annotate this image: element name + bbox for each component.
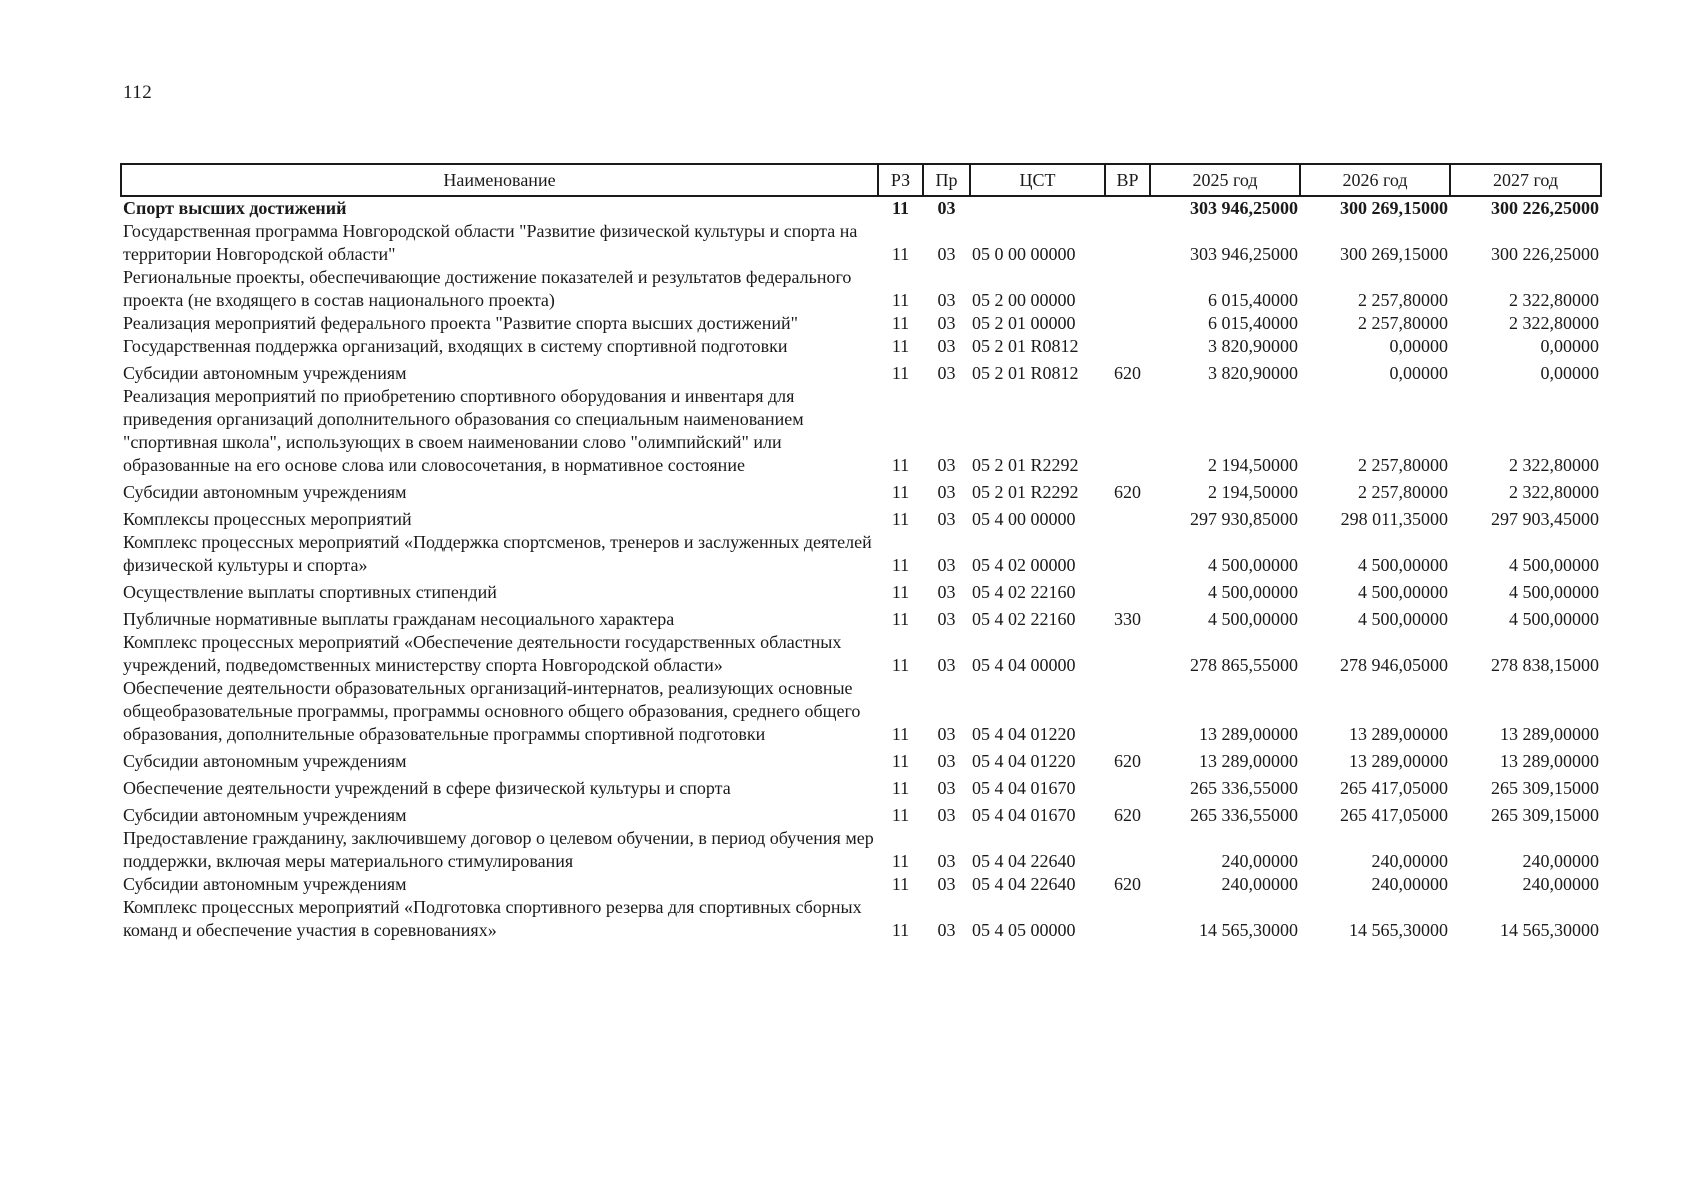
header-name: Наименование	[121, 164, 878, 196]
row-name: Субсидии автономным учреждениям	[123, 805, 407, 825]
table-row	[121, 220, 1601, 266]
row-vr: 620	[1114, 751, 1141, 771]
header-2026: 2026 год	[1300, 164, 1450, 196]
row-2025: 4 500,00000	[1208, 609, 1298, 629]
row-name: Субсидии автономным учреждениям	[123, 874, 407, 894]
row-2025: 265 336,55000	[1190, 805, 1298, 825]
row-pr: 03	[937, 455, 956, 475]
row-2026: 240,00000	[1371, 851, 1448, 871]
table-row	[121, 873, 1601, 896]
row-rz: 11	[891, 455, 910, 475]
header-cst: ЦСТ	[970, 164, 1105, 196]
row-name: Реализация мероприятий федерального проекта "Развитие спорта высших достижений"	[123, 313, 798, 333]
row-cst: 05 4 05 00000	[972, 920, 1076, 940]
budget-table	[120, 163, 1602, 942]
row-vr	[1105, 220, 1150, 266]
row-name: Комплекс процессных мероприятий «Поддержка спортсменов, тренеров и заслуженных деятелей физической культуры и спорта»	[123, 532, 872, 575]
row-vr	[1105, 335, 1150, 358]
row-2026: 265 417,05000	[1340, 778, 1448, 798]
row-2026: 240,00000	[1371, 874, 1448, 894]
table-row	[121, 312, 1601, 335]
row-cst: 05 4 04 22640	[972, 874, 1076, 894]
table-row	[121, 604, 1601, 631]
row-2026: 4 500,00000	[1358, 582, 1448, 602]
row-2027: 4 500,00000	[1509, 555, 1599, 575]
row-pr: 03	[937, 290, 956, 310]
row-2025: 240,00000	[1221, 874, 1298, 894]
row-vr	[1105, 677, 1150, 746]
row-pr: 03	[937, 655, 956, 675]
row-vr: 620	[1114, 363, 1141, 383]
row-2025: 4 500,00000	[1208, 555, 1298, 575]
row-2026: 4 500,00000	[1358, 609, 1448, 629]
row-2025: 297 930,85000	[1190, 509, 1298, 529]
row-2026: 278 946,05000	[1340, 655, 1448, 675]
row-vr	[1105, 773, 1150, 800]
table-row	[121, 504, 1601, 531]
row-2026: 300 269,15000	[1340, 198, 1448, 218]
row-cst: 05 2 00 00000	[972, 290, 1076, 310]
row-name: Региональные проекты, обеспечивающие достижение показателей и результатов федерального проекта (не входящего в состав национального проекта)	[123, 267, 852, 310]
row-cst: 05 2 01 00000	[972, 313, 1076, 333]
row-cst: 05 4 00 00000	[972, 509, 1076, 529]
row-2026: 14 565,30000	[1349, 920, 1448, 940]
row-2025: 4 500,00000	[1208, 582, 1298, 602]
row-2027: 2 322,80000	[1509, 290, 1599, 310]
row-vr	[1105, 631, 1150, 677]
row-2025: 3 820,90000	[1208, 363, 1298, 383]
row-2025: 2 194,50000	[1208, 482, 1298, 502]
row-pr: 03	[937, 363, 956, 383]
row-rz: 11	[891, 555, 910, 575]
row-2027: 240,00000	[1522, 851, 1599, 871]
table-row	[121, 266, 1601, 312]
row-name: Субсидии автономным учреждениям	[123, 363, 407, 383]
row-name: Обеспечение деятельности образовательных организаций-интернатов, реализующих основные общеобразовательные программы, программы основного общего образования, среднего общего образования, дополнительные образовательные программы спортивной подготовки	[123, 678, 861, 744]
table-row	[121, 773, 1601, 800]
row-rz: 11	[891, 482, 910, 502]
row-2025: 14 565,30000	[1199, 920, 1298, 940]
row-2027: 2 322,80000	[1509, 455, 1599, 475]
header-vr: ВР	[1105, 164, 1150, 196]
header-2025: 2025 год	[1150, 164, 1300, 196]
row-cst: 05 4 02 00000	[972, 555, 1076, 575]
row-rz: 11	[891, 851, 910, 871]
header-rz: РЗ	[878, 164, 923, 196]
header-2027: 2027 год	[1450, 164, 1601, 196]
row-rz: 11	[891, 363, 910, 383]
row-2027: 13 289,00000	[1500, 751, 1599, 771]
row-2026: 2 257,80000	[1358, 455, 1448, 475]
row-2027: 0,00000	[1540, 336, 1599, 356]
row-cst: 05 4 04 01220	[972, 751, 1076, 771]
row-rz: 11	[891, 198, 909, 218]
row-rz: 11	[891, 609, 910, 629]
table-row	[121, 800, 1601, 827]
row-pr: 03	[937, 609, 956, 629]
row-pr: 03	[937, 555, 956, 575]
row-rz: 11	[891, 655, 910, 675]
row-rz: 11	[891, 778, 910, 798]
row-name: Реализация мероприятий по приобретению спортивного оборудования и инвентаря для приведения организаций дополнительного образования со специальным наименованием "спортивная школа", использующих в своем наименовании слово "олимпийский" или образованные на его основе слова или словосочетания, в нормативное состояние	[123, 386, 804, 475]
row-rz: 11	[891, 582, 910, 602]
row-2027: 13 289,00000	[1500, 724, 1599, 744]
table-row	[121, 896, 1601, 942]
row-2026: 0,00000	[1389, 363, 1448, 383]
row-pr: 03	[937, 336, 956, 356]
row-name: Комплексы процессных мероприятий	[123, 509, 412, 529]
row-vr: 330	[1114, 609, 1141, 629]
row-pr: 03	[937, 313, 956, 333]
row-rz: 11	[891, 920, 910, 940]
row-rz: 11	[891, 724, 910, 744]
table-row	[121, 677, 1601, 746]
table-header-row	[121, 164, 1601, 196]
row-2027: 2 322,80000	[1509, 313, 1599, 333]
row-2027: 265 309,15000	[1491, 805, 1599, 825]
row-2026: 300 269,15000	[1340, 244, 1448, 264]
row-name: Комплекс процессных мероприятий «Обеспечение деятельности государственных областных учреждений, подведомственных министерству спорта Новгородской области»	[123, 632, 842, 675]
row-2026: 298 011,35000	[1340, 509, 1448, 529]
table-row	[121, 358, 1601, 385]
row-cst: 05 4 02 22160	[972, 582, 1076, 602]
row-vr	[1105, 577, 1150, 604]
row-rz: 11	[891, 509, 910, 529]
row-pr: 03	[937, 198, 956, 218]
row-vr	[1105, 196, 1150, 220]
row-cst: 05 4 04 01670	[972, 778, 1076, 798]
row-2027: 300 226,25000	[1491, 198, 1599, 218]
row-vr	[1105, 266, 1150, 312]
table-row	[121, 196, 1601, 220]
row-cst: 05 2 01 R0812	[972, 363, 1079, 383]
row-2025: 13 289,00000	[1199, 724, 1298, 744]
row-vr	[1105, 312, 1150, 335]
row-name: Государственная поддержка организаций, входящих в систему спортивной подготовки	[123, 336, 788, 356]
row-name: Осуществление выплаты спортивных стипендий	[123, 582, 497, 602]
row-pr: 03	[937, 778, 956, 798]
table-row	[121, 577, 1601, 604]
row-2026: 265 417,05000	[1340, 805, 1448, 825]
row-2026: 2 257,80000	[1358, 482, 1448, 502]
row-name: Комплекс процессных мероприятий «Подготовка спортивного резерва для спортивных сборных команд и обеспечение участия в соревнованиях»	[123, 897, 862, 940]
row-pr: 03	[937, 582, 956, 602]
row-2027: 2 322,80000	[1509, 482, 1599, 502]
row-vr	[1105, 504, 1150, 531]
row-2026: 13 289,00000	[1349, 724, 1448, 744]
row-2025: 303 946,25000	[1190, 198, 1298, 218]
row-cst: 05 2 01 R2292	[972, 455, 1079, 475]
row-cst: 05 4 04 22640	[972, 851, 1076, 871]
row-name: Обеспечение деятельности учреждений в сфере физической культуры и спорта	[123, 778, 731, 798]
row-2025: 6 015,40000	[1208, 290, 1298, 310]
table-row	[121, 335, 1601, 358]
row-cst: 05 2 01 R2292	[972, 482, 1079, 502]
row-cst	[970, 196, 1105, 220]
table-row	[121, 631, 1601, 677]
row-rz: 11	[891, 751, 910, 771]
row-2027: 297 903,45000	[1491, 509, 1599, 529]
table-row	[121, 746, 1601, 773]
row-vr: 620	[1114, 482, 1141, 502]
row-cst: 05 2 01 R0812	[972, 336, 1079, 356]
row-name: Предоставление гражданину, заключившему договор о целевом обучении, в период обучения мер поддержки, включая меры материального стимулирования	[123, 828, 874, 871]
row-pr: 03	[937, 851, 956, 871]
row-cst: 05 0 00 00000	[972, 244, 1076, 264]
row-2026: 2 257,80000	[1358, 290, 1448, 310]
row-2026: 2 257,80000	[1358, 313, 1448, 333]
row-vr	[1105, 531, 1150, 577]
row-cst: 05 4 02 22160	[972, 609, 1076, 629]
row-2025: 240,00000	[1221, 851, 1298, 871]
row-rz: 11	[891, 336, 910, 356]
row-pr: 03	[937, 509, 956, 529]
row-2027: 0,00000	[1540, 363, 1599, 383]
table-row	[121, 827, 1601, 873]
row-pr: 03	[937, 724, 956, 744]
row-name: Субсидии автономным учреждениям	[123, 751, 407, 771]
row-cst: 05 4 04 01670	[972, 805, 1076, 825]
row-2025: 3 820,90000	[1208, 336, 1298, 356]
page-number: 112	[123, 82, 153, 103]
table-row	[121, 385, 1601, 477]
row-2027: 300 226,25000	[1491, 244, 1599, 264]
row-vr: 620	[1114, 805, 1141, 825]
row-cst: 05 4 04 00000	[972, 655, 1076, 675]
row-2027: 4 500,00000	[1509, 582, 1599, 602]
row-2025: 303 946,25000	[1190, 244, 1298, 264]
header-pr: Пр	[923, 164, 970, 196]
row-2026: 0,00000	[1389, 336, 1448, 356]
row-rz: 11	[891, 313, 910, 333]
row-2025: 265 336,55000	[1190, 778, 1298, 798]
row-2027: 265 309,15000	[1491, 778, 1599, 798]
row-2027: 240,00000	[1522, 874, 1599, 894]
row-2025: 278 865,55000	[1190, 655, 1298, 675]
row-2025: 13 289,00000	[1199, 751, 1298, 771]
row-pr: 03	[937, 482, 956, 502]
row-vr: 620	[1114, 874, 1141, 894]
row-pr: 03	[937, 751, 956, 771]
row-pr: 03	[937, 920, 956, 940]
table-row	[121, 531, 1601, 577]
row-name: Государственная программа Новгородской области "Развитие физической культуры и спорта на территории Новгородской области"	[123, 221, 858, 264]
row-vr	[1105, 385, 1150, 477]
row-pr: 03	[937, 244, 956, 264]
row-rz: 11	[891, 874, 910, 894]
row-pr: 03	[937, 874, 956, 894]
row-2027: 4 500,00000	[1509, 609, 1599, 629]
row-name: Спорт высших достижений	[123, 198, 347, 218]
row-2027: 278 838,15000	[1491, 655, 1599, 675]
row-name: Субсидии автономным учреждениям	[123, 482, 407, 502]
row-2025: 6 015,40000	[1208, 313, 1298, 333]
row-rz: 11	[891, 805, 910, 825]
row-2027: 14 565,30000	[1500, 920, 1599, 940]
row-rz: 11	[891, 244, 910, 264]
row-vr	[1105, 827, 1150, 873]
row-2026: 13 289,00000	[1349, 751, 1448, 771]
row-cst: 05 4 04 01220	[972, 724, 1076, 744]
row-pr: 03	[937, 805, 956, 825]
row-2026: 4 500,00000	[1358, 555, 1448, 575]
row-rz: 11	[891, 290, 910, 310]
row-2025: 2 194,50000	[1208, 455, 1298, 475]
row-name: Публичные нормативные выплаты гражданам несоциального характера	[123, 609, 675, 629]
table-row	[121, 477, 1601, 504]
row-vr	[1105, 896, 1150, 942]
